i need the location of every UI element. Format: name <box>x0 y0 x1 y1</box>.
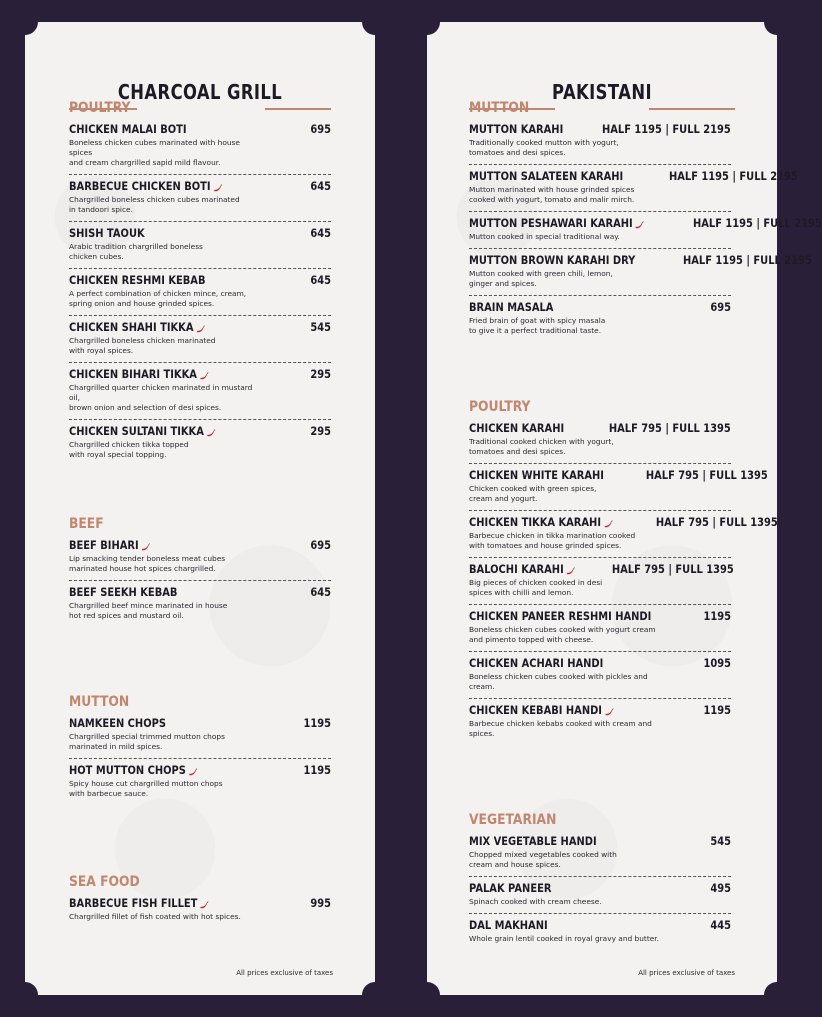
item-price: HALF 1195 | FULL 2195 <box>683 253 813 267</box>
description-line: Traditional cooked chicken with yogurt, <box>469 437 614 446</box>
description-line: tomatoes and desi spices. <box>469 148 566 157</box>
menu-item <box>469 558 734 605</box>
item-price: 1195 <box>703 609 731 623</box>
menu-item-row <box>469 252 813 268</box>
menu-item <box>469 877 731 914</box>
menu-item-row <box>69 272 331 288</box>
menu-item <box>469 464 768 511</box>
left-menu-panel <box>25 22 375 995</box>
item-name-text: CHICKEN ACHARI HANDI <box>469 656 604 670</box>
menu-item-row <box>469 702 731 718</box>
panel-title: PAKISTANI <box>552 80 652 104</box>
description-line: Traditionally cooked mutton with yogurt, <box>469 138 619 147</box>
item-name-text: CHICKEN WHITE KARAHI <box>469 468 604 482</box>
description-line: Arabic tradition chargrilled boneless <box>69 242 203 251</box>
description-line: chicken cubes. <box>69 252 124 261</box>
menu-item <box>69 316 331 363</box>
item-name-text: BARBECUE CHICKEN BOTI <box>69 179 211 193</box>
menu-item <box>469 830 731 877</box>
item-name <box>469 834 597 848</box>
item-name <box>69 424 215 438</box>
menu-item-row <box>69 225 331 241</box>
category-heading: VEGETARIAN <box>469 812 557 828</box>
chili-pepper-icon <box>141 541 150 550</box>
description-line: Chicken cooked with green spices, <box>469 484 597 493</box>
menu-item <box>69 581 331 627</box>
menu-item <box>469 914 731 950</box>
menu-item <box>69 892 331 928</box>
description-line: and pimento topped with cheese. <box>469 635 594 644</box>
item-description <box>469 185 659 205</box>
item-description <box>69 779 259 799</box>
menu-item-row <box>69 319 331 335</box>
menu-item <box>469 417 731 464</box>
item-description <box>469 625 659 645</box>
menu-item-row <box>469 467 768 483</box>
menu-item-row <box>469 561 734 577</box>
item-description <box>469 531 659 551</box>
item-name <box>469 169 623 183</box>
menu-item <box>469 296 731 342</box>
description-line: with royal special topping. <box>69 450 167 459</box>
item-price: 495 <box>710 881 731 895</box>
item-description <box>469 269 659 289</box>
item-price: 1195 <box>303 716 331 730</box>
item-description <box>69 195 259 215</box>
menu-item-row <box>69 366 331 382</box>
item-description <box>469 138 659 158</box>
menu-item <box>469 165 799 212</box>
category-heading: MUTTON <box>469 100 530 116</box>
menu-item <box>69 712 331 759</box>
item-description <box>469 897 659 907</box>
item-price: HALF 795 | FULL 1395 <box>612 562 734 576</box>
item-name-text: DAL MAKHANI <box>469 918 548 932</box>
description-line: spices with chilli and lemon. <box>469 588 574 597</box>
description-line: with tomatoes and house grinded spices. <box>469 541 622 550</box>
item-name <box>469 918 548 932</box>
menu-item-row <box>469 121 731 137</box>
item-price: 445 <box>710 918 731 932</box>
chili-pepper-icon <box>188 766 197 775</box>
item-name <box>469 656 603 670</box>
item-name <box>469 421 564 435</box>
item-description <box>469 484 659 504</box>
description-line: Chargrilled chicken tikka topped <box>69 440 189 449</box>
item-price: 995 <box>310 896 331 910</box>
chili-pepper-icon <box>206 427 215 436</box>
corner-notch <box>12 982 38 1008</box>
item-name-text: SHISH TAOUK <box>69 226 145 240</box>
menu-item-row <box>469 299 731 315</box>
description-line: in tandoori spice. <box>69 205 133 214</box>
item-description <box>69 336 259 356</box>
item-name-text: BEEF SEEKH KEBAB <box>69 585 178 599</box>
chili-pepper-icon <box>604 518 613 527</box>
menu-item <box>69 269 331 316</box>
item-price: HALF 1195 | FULL 2195 <box>669 169 799 183</box>
item-price: 695 <box>710 300 731 314</box>
corner-notch <box>362 9 388 35</box>
item-description <box>69 732 259 752</box>
item-name-text: BALOCHI KARAHI <box>469 562 564 576</box>
menu-item-row <box>469 833 731 849</box>
item-price: 645 <box>310 226 331 240</box>
menu-item <box>469 699 731 745</box>
item-description <box>469 437 659 457</box>
section-beef <box>69 516 331 627</box>
corner-notch <box>764 982 790 1008</box>
item-name-text: CHICKEN TIKKA KARAHI <box>469 515 602 529</box>
item-name <box>69 320 205 334</box>
description-line: Spicy house cut chargrilled mutton chops <box>69 779 223 788</box>
description-line: and cream chargrilled sapid mild flavour. <box>69 158 221 167</box>
item-name <box>469 609 651 623</box>
section-poultry <box>69 100 331 466</box>
item-description <box>69 383 259 413</box>
item-name-text: CHICKEN BIHARI TIKKA <box>69 367 197 381</box>
category-heading: POULTRY <box>69 100 131 116</box>
menu-item-row <box>469 420 731 436</box>
item-name-text: PALAK PANEER <box>469 881 552 895</box>
menu-item-row <box>69 895 331 911</box>
menu-item-row <box>69 121 331 137</box>
item-price: 545 <box>710 834 731 848</box>
menu-item-row <box>469 215 822 231</box>
section-mutton <box>469 100 822 342</box>
description-line: Fried brain of goat with spicy masala <box>469 316 606 325</box>
category-heading: SEA FOOD <box>69 874 140 890</box>
item-name <box>69 273 206 287</box>
menu-item-row <box>69 715 331 731</box>
item-description <box>469 850 659 870</box>
section-vegetarian <box>469 812 731 950</box>
item-price: 695 <box>310 122 331 136</box>
item-name <box>69 763 197 777</box>
description-line: marinated house hot spices chargrilled. <box>69 564 216 573</box>
item-name-text: MIX VEGETABLE HANDI <box>469 834 597 848</box>
section-poultry <box>469 399 778 745</box>
item-description <box>469 719 659 739</box>
corner-notch <box>362 982 388 1008</box>
item-price: 645 <box>310 585 331 599</box>
chili-pepper-icon <box>605 706 614 715</box>
section-mutton <box>69 694 331 805</box>
item-name-text: CHICKEN KEBABI HANDI <box>469 703 602 717</box>
corner-notch <box>12 9 38 35</box>
menu-item <box>69 118 331 175</box>
item-price: 695 <box>310 538 331 552</box>
item-description <box>69 242 259 262</box>
description-line: Boneless chicken cubes cooked with yogurt cream <box>469 625 656 634</box>
item-name <box>69 179 222 193</box>
item-name-text: MUTTON SALATEEN KARAHI <box>469 169 624 183</box>
description-line: cream and house spices. <box>469 860 561 869</box>
item-price: 1095 <box>703 656 731 670</box>
item-name <box>469 562 575 576</box>
description-line: ginger and spices. <box>469 279 537 288</box>
description-line: Chargrilled fillet of fish coated with hot spices. <box>69 912 241 921</box>
item-name <box>469 881 551 895</box>
description-line: Boneless chicken cubes marinated with house spices <box>69 138 240 157</box>
item-name <box>69 538 150 552</box>
section-sea-food <box>69 874 331 928</box>
item-price: 545 <box>310 320 331 334</box>
description-line: Big pieces of chicken cooked in desi <box>469 578 603 587</box>
item-name <box>69 896 209 910</box>
panel-title: CHARCOAL GRILL <box>117 80 283 104</box>
item-description <box>69 289 259 309</box>
item-price: 295 <box>310 424 331 438</box>
category-heading: BEEF <box>69 516 104 532</box>
description-line: Chargrilled boneless chicken cubes marinated <box>69 195 240 204</box>
item-name-text: BRAIN MASALA <box>469 300 554 314</box>
description-line: Mutton cooked with green chili, lemon, <box>469 269 613 278</box>
description-line: Mutton cooked in special traditional way. <box>469 232 620 241</box>
category-heading: MUTTON <box>69 694 130 710</box>
item-price: HALF 1195 | FULL 2195 <box>693 216 822 230</box>
description-line: tomatoes and desi spices. <box>469 447 566 456</box>
menu-item <box>469 511 778 558</box>
corner-notch <box>414 982 440 1008</box>
description-line: marinated in mild spices. <box>69 742 163 751</box>
item-description <box>469 232 659 242</box>
item-name <box>69 226 145 240</box>
item-price: 645 <box>310 179 331 193</box>
item-name <box>469 515 612 529</box>
item-name-text: CHICKEN PANEER RESHMI HANDI <box>469 609 652 623</box>
item-description <box>69 601 259 621</box>
menu-item <box>469 118 731 165</box>
corner-notch <box>764 9 790 35</box>
menu-item-row <box>69 584 331 600</box>
item-name-text: CHICKEN SULTANI TIKKA <box>69 424 204 438</box>
chili-pepper-icon <box>199 370 208 379</box>
description-line: brown onion and selection of desi spices. <box>69 403 222 412</box>
item-name-text: MUTTON BROWN KARAHI DRY <box>469 253 636 267</box>
description-line: Chopped mixed vegetables cooked with <box>469 850 617 859</box>
item-price: HALF 795 | FULL 1395 <box>655 515 778 529</box>
menu-item-row <box>469 168 799 184</box>
item-name <box>469 216 644 230</box>
chili-pepper-icon <box>566 565 575 574</box>
item-price: 1195 <box>303 763 331 777</box>
description-line: Barbecue chicken in tikka marination cooked <box>469 531 636 540</box>
menu-item <box>69 222 331 269</box>
description-line: Lip smacking tender boneless meat cubes <box>69 554 226 563</box>
item-price: 295 <box>310 367 331 381</box>
item-name-text: HOT MUTTON CHOPS <box>69 763 186 777</box>
item-description <box>69 912 259 922</box>
description-line: to give it a perfect traditional taste. <box>469 326 602 335</box>
menu-item <box>69 534 331 581</box>
description-line: with royal spices. <box>69 346 134 355</box>
item-name-text: BARBECUE FISH FILLET <box>69 896 198 910</box>
chili-pepper-icon <box>200 899 209 908</box>
menu-item <box>469 652 731 699</box>
item-price: HALF 795 | FULL 1395 <box>645 468 768 482</box>
item-description <box>69 440 259 460</box>
chili-pepper-icon <box>213 182 222 191</box>
menu-item-row <box>69 537 331 553</box>
description-line: hot red spices and mustard oil. <box>69 611 184 620</box>
description-line: cooked with yogurt, tomato and malir mirch. <box>469 195 635 204</box>
description-line: Chargrilled quarter chicken marinated in mustard oil, <box>69 383 253 402</box>
description-line: Barbecue chicken kebabs cooked with cream and spices. <box>469 719 652 738</box>
item-name <box>69 716 166 730</box>
item-name-text: NAMKEEN CHOPS <box>69 716 166 730</box>
item-name <box>469 703 613 717</box>
description-line: Chargrilled special trimmed mutton chops <box>69 732 225 741</box>
menu-item <box>69 759 331 805</box>
menu-item <box>69 363 331 420</box>
item-name-text: CHICKEN MALAI BOTI <box>69 122 187 136</box>
menu-item <box>469 249 813 296</box>
chili-pepper-icon <box>196 323 205 332</box>
description-line: Whole grain lentil cooked in royal gravy and butter. <box>469 934 659 943</box>
item-name-text: MUTTON KARAHI <box>469 122 564 136</box>
item-description <box>469 316 659 336</box>
item-description <box>469 672 659 692</box>
description-line: Boneless chicken cubes cooked with pickles and cream. <box>469 672 648 691</box>
description-line: Chargrilled boneless chicken marinated <box>69 336 216 345</box>
description-line: spring onion and house grinded spices. <box>69 299 215 308</box>
item-description <box>69 138 259 168</box>
item-name <box>469 300 553 314</box>
item-name-text: CHICKEN SHAHI TIKKA <box>69 320 194 334</box>
description-line: Mutton marinated with house grinded spices <box>469 185 635 194</box>
item-price: HALF 1195 | FULL 2195 <box>602 122 731 136</box>
right-menu-panel <box>427 22 822 995</box>
tax-footnote: All prices exclusive of taxes <box>638 969 735 977</box>
menu-item-row <box>69 178 331 194</box>
tax-footnote: All prices exclusive of taxes <box>236 969 333 977</box>
description-line: Spinach cooked with cream cheese. <box>469 897 602 906</box>
chili-pepper-icon <box>635 219 644 228</box>
menu-item-row <box>69 423 331 439</box>
menu-item-row <box>469 608 731 624</box>
category-heading: POULTRY <box>469 399 531 415</box>
item-price: 645 <box>310 273 331 287</box>
item-name-text: BEEF BIHARI <box>69 538 139 552</box>
menu-item-row <box>469 655 731 671</box>
menu-item-row <box>469 917 731 933</box>
description-line: with barbecue sauce. <box>69 789 149 798</box>
menu-item-row <box>469 880 731 896</box>
item-description <box>69 554 259 574</box>
menu-item <box>469 605 731 652</box>
description-line: Chargrilled beef mince marinated in house <box>69 601 228 610</box>
corner-notch <box>414 9 440 35</box>
item-name-text: CHICKEN KARAHI <box>469 421 565 435</box>
item-name <box>69 367 208 381</box>
item-name <box>469 253 635 267</box>
menu-item-row <box>469 514 778 530</box>
item-price: HALF 795 | FULL 1395 <box>609 421 731 435</box>
item-description <box>469 934 659 944</box>
item-name <box>69 585 177 599</box>
description-line: A perfect combination of chicken mince, cream, <box>69 289 247 298</box>
menu-item <box>69 175 331 222</box>
item-name <box>469 468 604 482</box>
menu-item-row <box>69 762 331 778</box>
item-price: 1195 <box>703 703 731 717</box>
description-line: cream and yogurt. <box>469 494 538 503</box>
menu-item <box>69 420 331 466</box>
item-name-text: CHICKEN RESHMI KEBAB <box>69 273 206 287</box>
item-name <box>69 122 187 136</box>
menu-item <box>469 212 822 249</box>
item-description <box>469 578 659 598</box>
item-name-text: MUTTON PESHAWARI KARAHI <box>469 216 633 230</box>
item-name <box>469 122 563 136</box>
